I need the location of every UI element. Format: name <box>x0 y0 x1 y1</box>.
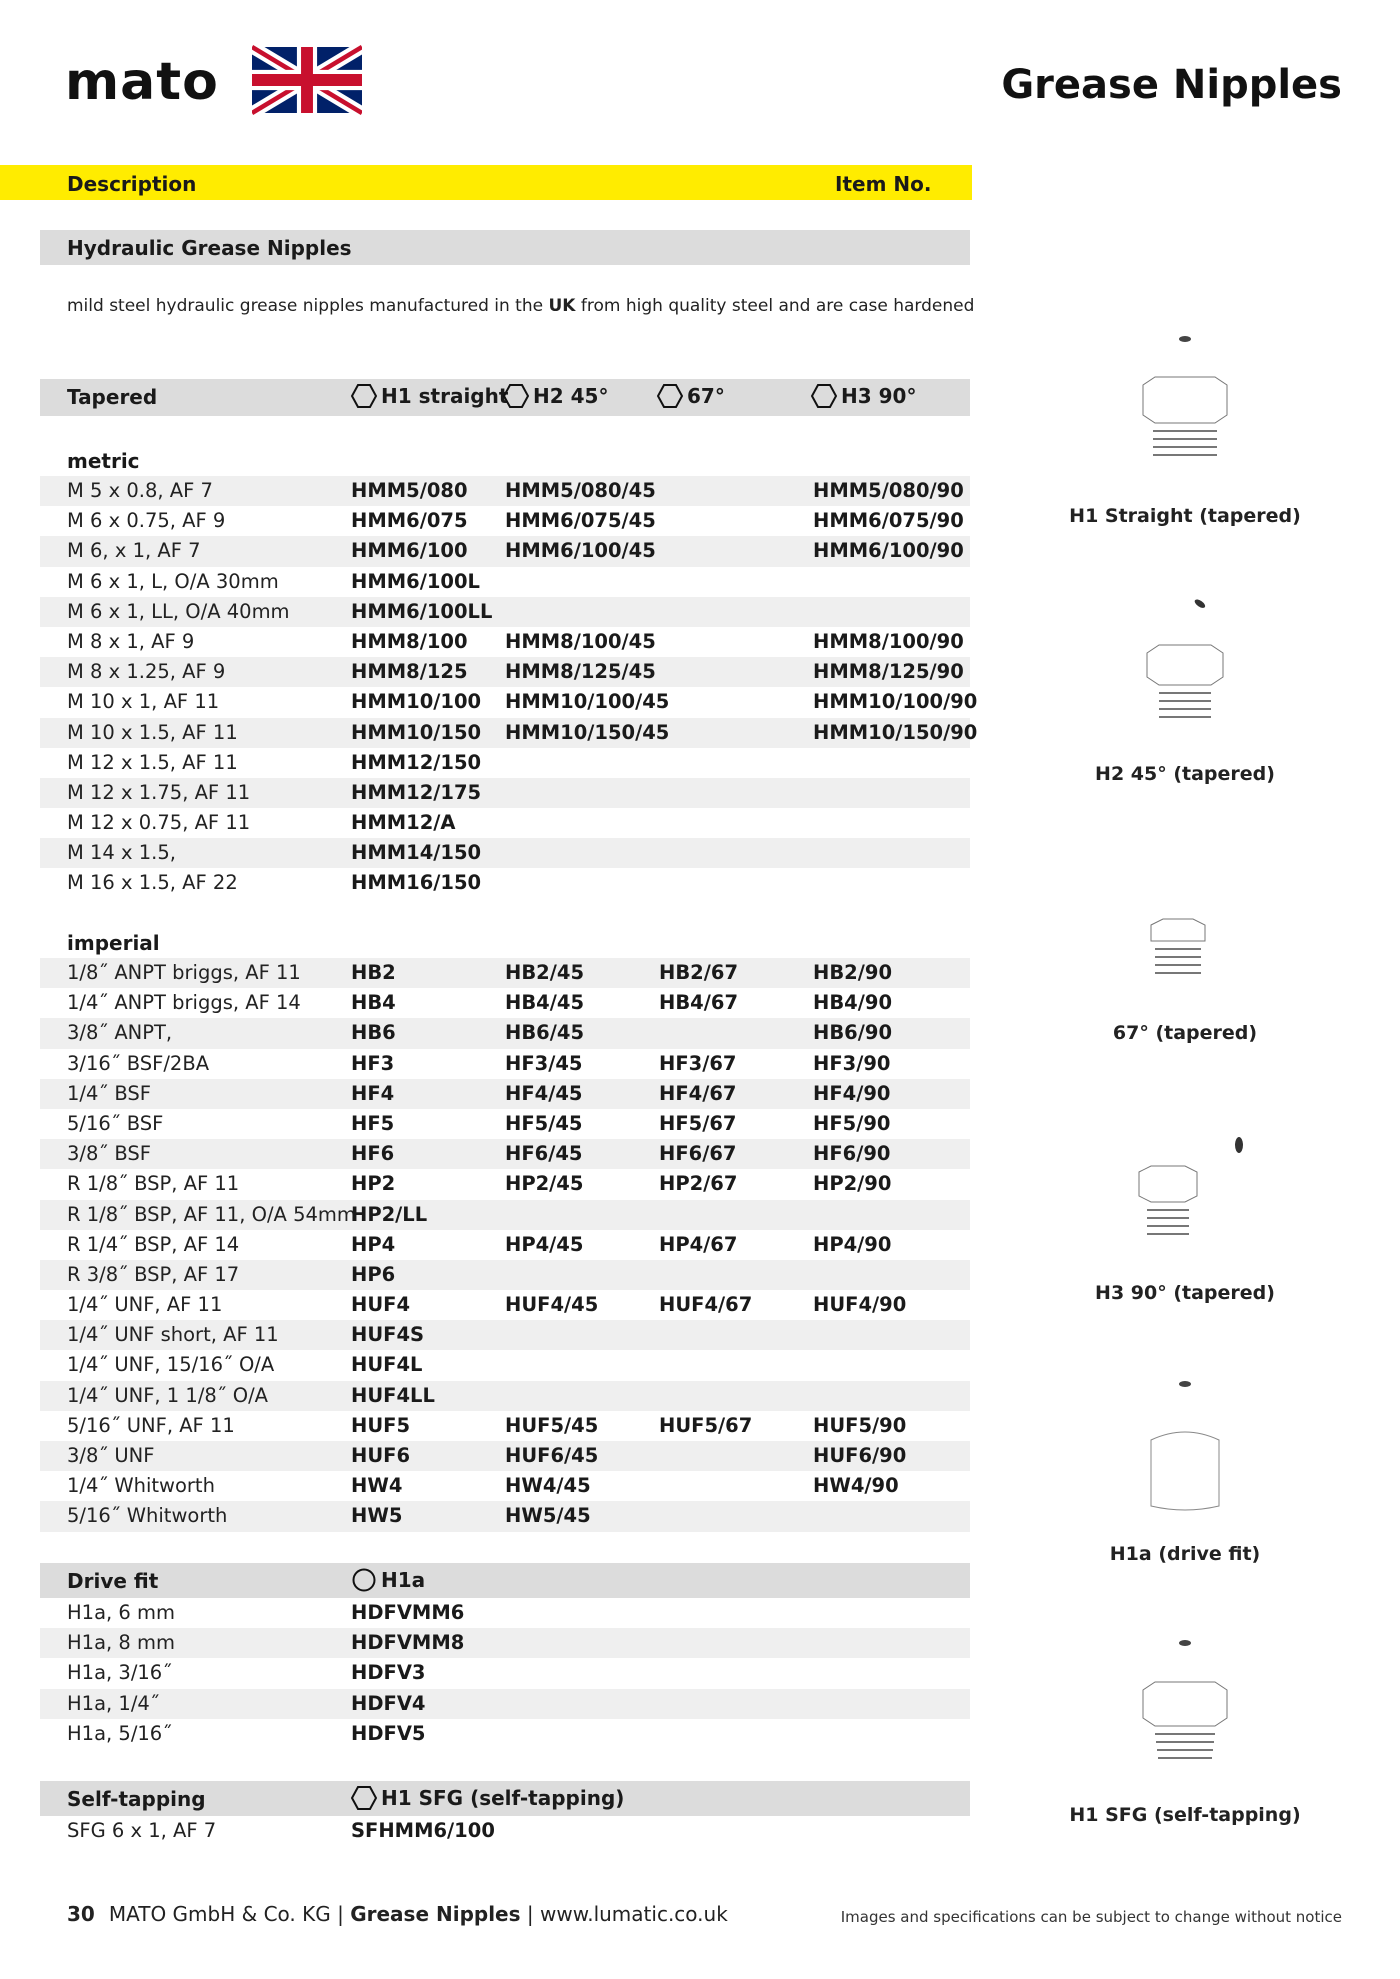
table-row <box>40 1628 970 1658</box>
item-number: HP2/45 <box>505 1172 584 1196</box>
item-number: HMM6/100LL <box>351 599 493 623</box>
item-number: HF3 <box>351 1051 395 1075</box>
row-description: M 12 x 0.75, AF 11 <box>67 811 251 835</box>
item-number: HMM10/150/45 <box>505 720 670 744</box>
item-number: HP2 <box>351 1172 396 1196</box>
col-h3-90: H3 90° <box>811 383 916 409</box>
table-row <box>40 1816 970 1846</box>
self-tapping-label: Self-tapping <box>67 1787 206 1811</box>
item-number: HF3/90 <box>813 1051 891 1075</box>
table-row <box>40 1049 970 1079</box>
col-h2-45: H2 45° <box>503 383 608 409</box>
row-description: 1/4˝ UNF, 15/16˝ O/A <box>67 1353 275 1377</box>
table-row <box>40 536 970 566</box>
footer-topic: Grease Nipples <box>350 1902 521 1926</box>
item-number: HMM8/125/90 <box>813 660 964 684</box>
item-number: HMM10/150 <box>351 720 482 744</box>
photo-caption: H2 45° (tapered) <box>1095 763 1275 785</box>
hexagon-icon <box>657 383 683 409</box>
table-row <box>40 778 970 808</box>
item-number: HUF6 <box>351 1444 411 1467</box>
item-number: HB6/90 <box>813 1021 893 1045</box>
item-number: HP6 <box>351 1262 396 1286</box>
table-row <box>40 687 978 717</box>
table-row <box>40 1109 970 1139</box>
item-number: HMM5/080/90 <box>813 479 964 502</box>
item-number: HUF4LL <box>351 1383 435 1407</box>
row-description: 3/8˝ BSF <box>67 1142 151 1166</box>
row-description: 1/4˝ UNF short, AF 11 <box>67 1323 279 1347</box>
section-title: Hydraulic Grease Nipples <box>67 236 352 260</box>
hexagon-icon <box>351 383 377 409</box>
item-number: HMM10/100/45 <box>505 690 670 714</box>
table-row <box>40 1200 970 1230</box>
drive-fit-table <box>40 1598 970 1749</box>
row-description: 5/16˝ UNF, AF 11 <box>67 1413 235 1437</box>
item-number: SFHMM6/100 <box>351 1819 495 1842</box>
row-description: M 14 x 1.5, <box>67 841 176 865</box>
item-number: HB4/90 <box>813 991 893 1015</box>
metric-table <box>40 476 978 899</box>
row-description: M 6 x 1, L, O/A 30mm <box>67 569 279 593</box>
photo-caption: H3 90° (tapered) <box>1095 1282 1275 1304</box>
tapered-header <box>40 379 970 416</box>
item-number: HMM5/080 <box>351 479 468 502</box>
item-number: HDFVMM6 <box>351 1601 465 1624</box>
straight-nipple-icon <box>1100 325 1270 475</box>
row-description: H1a, 3/16˝ <box>67 1661 172 1685</box>
col-67: 67° <box>657 383 725 409</box>
item-number: HF6/67 <box>659 1142 737 1166</box>
item-number: HW4/90 <box>813 1474 899 1498</box>
item-number: HMM5/080/45 <box>505 479 656 502</box>
item-number: HB4/45 <box>505 991 585 1015</box>
item-number: HB2/67 <box>659 961 739 984</box>
photo-caption: H1 SFG (self-tapping) <box>1069 1804 1301 1826</box>
table-row <box>40 657 970 687</box>
table-row <box>40 1169 970 1199</box>
imperial-label: imperial <box>67 931 160 955</box>
item-number: HUF4/45 <box>505 1293 599 1317</box>
item-number: HF4/45 <box>505 1081 583 1105</box>
item-number: HF5/90 <box>813 1111 891 1135</box>
drive-fit-nipple-icon <box>1100 1368 1270 1518</box>
67-degree-nipple-icon <box>1100 843 1270 993</box>
item-number: HB6/45 <box>505 1021 585 1045</box>
table-row <box>40 988 970 1018</box>
table-row <box>40 1411 970 1441</box>
footer <box>67 1902 728 1926</box>
item-number: HP2/67 <box>659 1172 738 1196</box>
item-number: HUF5 <box>351 1413 411 1437</box>
item-number: HMM12/150 <box>351 750 482 774</box>
item-number: HB4 <box>351 991 396 1015</box>
item-number: HUF5/67 <box>659 1413 753 1437</box>
row-description: 1/4˝ Whitworth <box>67 1474 215 1498</box>
row-description: SFG 6 x 1, AF 7 <box>67 1819 217 1842</box>
self-tapping-table <box>40 1816 970 1846</box>
row-description: 1/4˝ UNF, 1 1/8˝ O/A <box>67 1383 268 1407</box>
table-row <box>40 1689 970 1719</box>
item-number: HP4/67 <box>659 1232 738 1256</box>
brand-logo: mato <box>65 52 219 112</box>
self-tapping-nipple-icon <box>1100 1628 1270 1778</box>
item-number: HF4 <box>351 1081 395 1105</box>
row-description: 1/4˝ UNF, AF 11 <box>67 1293 223 1317</box>
item-number: HDFVMM8 <box>351 1631 465 1655</box>
item-number: HMM6/075/45 <box>505 509 656 533</box>
table-row <box>40 1719 970 1749</box>
table-row <box>40 1320 970 1350</box>
item-number: HUF5/45 <box>505 1413 599 1437</box>
table-row <box>40 958 970 988</box>
item-number: HW4/45 <box>505 1474 591 1498</box>
section-title-bar <box>40 230 970 265</box>
90-degree-nipple-icon <box>1100 1100 1270 1250</box>
item-number: HP2/LL <box>351 1202 428 1226</box>
photo-caption: 67° (tapered) <box>1112 1022 1258 1044</box>
item-number: HW5/45 <box>505 1504 591 1528</box>
item-number: HF5/45 <box>505 1111 583 1135</box>
row-description: H1a, 6 mm <box>67 1601 176 1624</box>
item-number: HMM12/A <box>351 811 456 835</box>
row-description: R 1/4˝ BSP, AF 14 <box>67 1232 240 1256</box>
description-header: Description <box>67 172 197 196</box>
item-number: HP4/45 <box>505 1232 584 1256</box>
tapered-label: Tapered <box>67 385 158 409</box>
item-number: HDFV5 <box>351 1721 426 1745</box>
item-number: HUF4S <box>351 1323 425 1347</box>
item-number: HMM14/150 <box>351 841 482 865</box>
table-row <box>40 1658 970 1688</box>
item-number: HMM10/100 <box>351 690 482 714</box>
table-row <box>40 476 970 506</box>
row-description: 1/4˝ ANPT briggs, AF 14 <box>67 991 301 1015</box>
item-number: HDFV3 <box>351 1661 426 1685</box>
item-number: HB2 <box>351 961 396 984</box>
item-number: HF6/45 <box>505 1142 583 1166</box>
item-no-header: Item No. <box>835 172 932 196</box>
item-number: HP4 <box>351 1232 396 1256</box>
uk-flag-icon <box>252 44 362 116</box>
item-number: HF5/67 <box>659 1111 737 1135</box>
table-row <box>40 1501 970 1531</box>
row-description: M 8 x 1.25, AF 9 <box>67 660 226 684</box>
item-number: HMM8/100/90 <box>813 629 964 653</box>
item-number: HB2/90 <box>813 961 893 984</box>
photo-caption: H1a (drive fit) <box>1109 1543 1261 1565</box>
item-number: HMM10/100/90 <box>813 690 978 714</box>
disclaimer: Images and specifications can be subject to change without notice <box>840 1908 1342 1926</box>
row-description: M 12 x 1.5, AF 11 <box>67 750 238 774</box>
row-description: M 10 x 1.5, AF 11 <box>67 720 238 744</box>
item-number: HF3/45 <box>505 1051 583 1075</box>
table-row <box>40 1598 970 1628</box>
item-number: HMM8/125/45 <box>505 660 656 684</box>
footer-company: MATO GmbH & Co. KG | <box>108 1902 351 1926</box>
table-row <box>40 1290 970 1320</box>
row-description: M 6, x 1, AF 7 <box>67 539 201 563</box>
item-number: HW4 <box>351 1474 403 1498</box>
intro-text: mild steel hydraulic grease nipples manufactured in the UK from high quality steel and are case hardened <box>67 296 975 316</box>
item-number: HMM8/100 <box>351 629 468 653</box>
row-description: R 3/8˝ BSP, AF 17 <box>67 1262 240 1286</box>
table-row <box>40 1471 970 1501</box>
item-number: HUF4 <box>351 1293 411 1317</box>
footer-website[interactable]: | www.lumatic.co.uk <box>520 1902 728 1926</box>
col-h1-straight: H1 straight <box>351 383 508 409</box>
hexagon-icon <box>503 383 529 409</box>
item-number: HMM8/100/45 <box>505 629 656 653</box>
table-row <box>40 1079 970 1109</box>
item-number: HMM10/150/90 <box>813 720 978 744</box>
row-description: M 5 x 0.8, AF 7 <box>67 479 213 502</box>
item-number: HMM6/075/90 <box>813 509 964 533</box>
row-description: H1a, 8 mm <box>67 1631 176 1655</box>
table-row <box>40 627 970 657</box>
self-tapping-header <box>40 1781 970 1816</box>
drive-fit-header <box>40 1563 970 1598</box>
item-number: HUF4L <box>351 1353 423 1377</box>
item-number: HF4/67 <box>659 1081 737 1105</box>
item-number: HMM6/100/45 <box>505 539 656 563</box>
photo-caption: H1 Straight (tapered) <box>1069 505 1301 527</box>
metric-label: metric <box>67 449 140 473</box>
table-row <box>40 1139 970 1169</box>
table-row <box>40 1441 970 1471</box>
row-description: 5/16˝ BSF <box>67 1111 164 1135</box>
item-number: HB2/45 <box>505 961 585 984</box>
table-row <box>40 718 978 748</box>
item-number: HF6 <box>351 1142 395 1166</box>
row-description: 1/4˝ BSF <box>67 1081 151 1105</box>
table-row <box>40 1230 970 1260</box>
row-description: M 16 x 1.5, AF 22 <box>67 871 238 895</box>
table-row <box>40 597 970 627</box>
item-number: HUF6/45 <box>505 1444 599 1467</box>
item-number: HB4/67 <box>659 991 739 1015</box>
item-number: HF4/90 <box>813 1081 891 1105</box>
item-number: HW5 <box>351 1504 403 1528</box>
row-description: 3/16˝ BSF/2BA <box>67 1051 210 1075</box>
table-row <box>40 1350 970 1380</box>
table-row <box>40 567 970 597</box>
item-number: HF3/67 <box>659 1051 737 1075</box>
page-title: Grease Nipples <box>1001 62 1342 108</box>
item-number: HUF5/90 <box>813 1413 907 1437</box>
row-description: R 1/8˝ BSP, AF 11 <box>67 1172 240 1196</box>
table-row <box>40 748 970 778</box>
col-h1a: H1a <box>351 1567 425 1593</box>
table-row <box>40 838 970 868</box>
table-row <box>40 1260 970 1290</box>
table-row <box>40 506 970 536</box>
45-degree-nipple-icon <box>1100 585 1270 735</box>
row-description: M 8 x 1, AF 9 <box>67 629 195 653</box>
table-row <box>40 1018 970 1048</box>
table-row <box>40 1381 970 1411</box>
col-h1-sfg: H1 SFG (self-tapping) <box>351 1785 624 1811</box>
item-number: HUF4/67 <box>659 1293 753 1317</box>
page-number: 30 <box>67 1902 95 1926</box>
item-number: HMM6/075 <box>351 509 468 533</box>
item-number: HMM6/100L <box>351 569 480 593</box>
drive-fit-label: Drive fit <box>67 1569 159 1593</box>
hexagon-icon <box>351 1785 377 1811</box>
row-description: R 1/8˝ BSP, AF 11, O/A 54mm <box>67 1202 356 1226</box>
item-number: HP2/90 <box>813 1172 892 1196</box>
item-number: HF6/90 <box>813 1142 891 1166</box>
row-description: M 6 x 1, LL, O/A 40mm <box>67 599 290 623</box>
row-description: 3/8˝ ANPT, <box>67 1021 173 1045</box>
row-description: H1a, 5/16˝ <box>67 1721 172 1745</box>
row-description: 3/8˝ UNF <box>67 1444 155 1467</box>
row-description: H1a, 1/4˝ <box>67 1691 160 1715</box>
item-number: HF5 <box>351 1111 395 1135</box>
row-description: M 12 x 1.75, AF 11 <box>67 780 251 804</box>
table-row <box>40 868 970 898</box>
item-number: HMM6/100 <box>351 539 468 563</box>
row-description: 5/16˝ Whitworth <box>67 1504 228 1528</box>
item-number: HDFV4 <box>351 1691 426 1715</box>
circle-icon <box>351 1567 377 1593</box>
item-number: HB6 <box>351 1021 396 1045</box>
column-header-bar <box>0 165 972 200</box>
row-description: M 10 x 1, AF 11 <box>67 690 220 714</box>
imperial-table <box>40 958 970 1532</box>
item-number: HMM8/125 <box>351 660 468 684</box>
table-row <box>40 808 970 838</box>
item-number: HMM12/175 <box>351 780 482 804</box>
hexagon-icon <box>811 383 837 409</box>
item-number: HUF4/90 <box>813 1293 907 1317</box>
row-description: 1/8˝ ANPT briggs, AF 11 <box>67 961 301 984</box>
row-description: M 6 x 0.75, AF 9 <box>67 509 226 533</box>
item-number: HP4/90 <box>813 1232 892 1256</box>
item-number: HMM6/100/90 <box>813 539 964 563</box>
item-number: HUF6/90 <box>813 1444 907 1467</box>
item-number: HMM16/150 <box>351 871 482 895</box>
